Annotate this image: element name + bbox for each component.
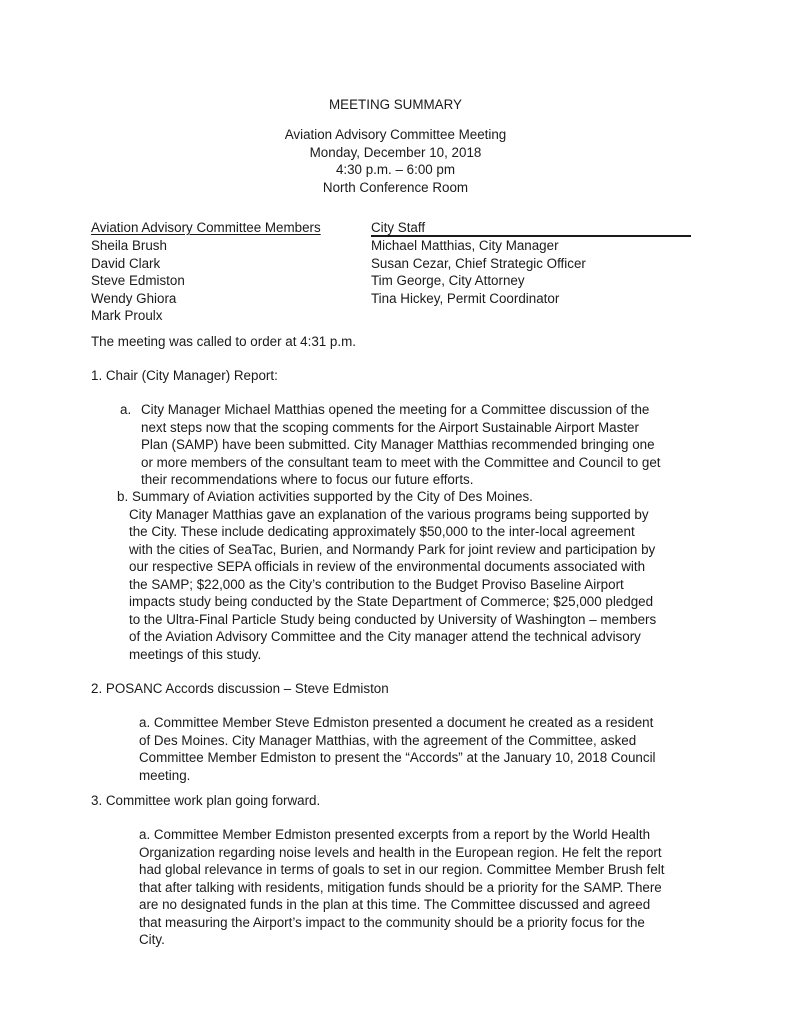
section-heading-2: 2. POSANC Accords discussion – Steve Edmiston <box>91 681 389 696</box>
staff-heading: City Staff <box>371 220 426 235</box>
paragraph-line: a. Committee Member Steve Edmiston presented a document he created as a resident <box>139 715 654 730</box>
paragraph-line: next steps now that the scoping comments for the Airport Sustainable Airport Master <box>141 419 639 435</box>
meeting-time: 4:30 p.m. – 6:00 pm <box>335 162 456 177</box>
paragraph-line: City Manager Matthias gave an explanation of the various programs being supported by <box>129 506 649 522</box>
members-heading: Aviation Advisory Committee Members <box>91 220 321 235</box>
paragraph-line: the SAMP; $22,000 as the City’s contribution to the Budget Proviso Baseline Airport <box>129 576 624 592</box>
paragraph-line: that measuring the Airport’s impact to the community should be a priority focus for the <box>139 914 645 930</box>
paragraph-line: Organization regarding noise levels and health in the European region. He felt the report <box>139 844 662 860</box>
member-name: Steve Edmiston <box>91 273 185 288</box>
call-to-order: The meeting was called to order at 4:31 p.m. <box>91 334 356 349</box>
meeting-date: Monday, December 10, 2018 <box>309 144 482 160</box>
meeting-location: North Conference Room <box>322 179 469 195</box>
paragraph-line: are no designated funds in the plan at this time. The Committee discussed and agreed <box>139 897 651 912</box>
document-title: MEETING SUMMARY <box>329 97 462 112</box>
paragraph-line: meetings of this study. <box>129 646 262 662</box>
staff-member: Susan Cezar, Chief Strategic Officer <box>371 255 586 271</box>
paragraph-line: the City. These include dedicating approximately $50,000 to the inter-local agreement <box>129 524 635 539</box>
item-title: Summary of Aviation activities supported by the City of Des Moines. <box>132 489 533 504</box>
paragraph-line: or more members of the consultant team to meet with the Committee and Council to get <box>141 454 661 470</box>
item-marker: a. <box>120 402 132 417</box>
paragraph-line: City Manager Michael Matthias opened the meeting for a Committee discussion of the <box>141 402 650 417</box>
paragraph-line: to the Ultra-Final Particle Study being conducted by University of Washington – members <box>129 611 657 627</box>
paragraph-line: impacts study being conducted by the State Department of Commerce; $25,000 pledged <box>129 594 654 609</box>
member-name: Wendy Ghiora <box>91 290 177 306</box>
paragraph-line: their recommendations where to focus our future efforts. <box>141 472 474 487</box>
staff-member: Michael Matthias, City Manager <box>371 238 559 253</box>
member-name: David Clark <box>91 255 161 271</box>
section-heading-1: 1. Chair (City Manager) Report: <box>91 368 278 383</box>
paragraph-line: City. <box>139 932 165 947</box>
staff-member: Tina Hickey, Permit Coordinator <box>371 290 560 306</box>
member-name: Mark Proulx <box>91 308 163 323</box>
member-name: Sheila Brush <box>91 238 167 253</box>
paragraph-line: Plan (SAMP) have been submitted. City Manager Matthias recommended bringing one <box>141 437 655 452</box>
paragraph-line: of Des Moines. City Manager Matthias, with the agreement of the Committee, asked <box>139 732 637 748</box>
staff-member: Tim George, City Attorney <box>371 273 525 288</box>
paragraph-line: of the Aviation Advisory Committee and the City manager attend the technical advisory <box>129 629 641 644</box>
paragraph-line: meeting. <box>139 767 191 783</box>
paragraph-line: our respective SEPA officials in review of the environmental documents associated with <box>129 559 646 574</box>
paragraph-line: had global relevance in terms of goals to set in our region. Committee Member Brush felt <box>139 862 665 877</box>
item-marker: b. <box>117 489 129 504</box>
paragraph-line: with the cities of SeaTac, Burien, and Normandy Park for joint review and participation by <box>129 541 656 557</box>
paragraph-line: that after talking with residents, mitigation funds should be a priority for the SAMP. There <box>139 879 662 895</box>
paragraph-line: a. Committee Member Edmiston presented excerpts from a report by the World Health <box>139 827 651 842</box>
section-heading-3: 3. Committee work plan going forward. <box>91 793 321 808</box>
paragraph-line: Committee Member Edmiston to present the “Accords” at the January 10, 2018 Council <box>139 750 656 765</box>
meeting-name: Aviation Advisory Committee Meeting <box>284 127 507 142</box>
